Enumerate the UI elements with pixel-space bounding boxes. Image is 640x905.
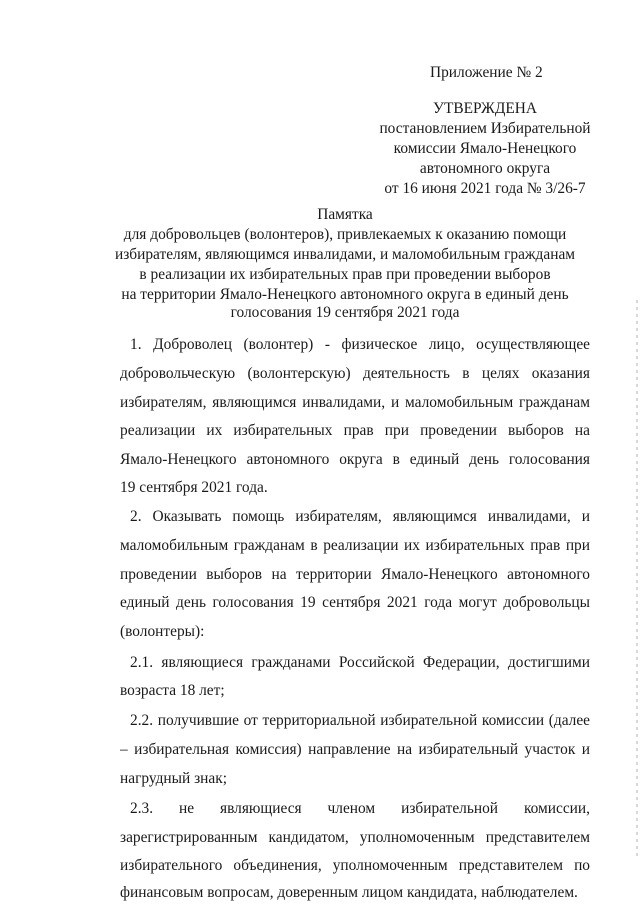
memo-subtitle-line-5: голосования 19 сентября 2021 года	[230, 304, 460, 321]
memo-subtitle-line-4: на территории Ямало-Ненецкого автономного округа в единый день	[121, 286, 569, 303]
item-2-1-line-1: 2.1. являющиеся гражданами Российской Федерации, достигшими	[130, 654, 590, 671]
memo-subtitle-line-1: для добровольцев (волонтеров), привлекаемых к оказанию помощи	[123, 226, 567, 243]
approved-line-3: автономного округа	[419, 160, 551, 177]
approved-line-1: постановлением Избирательной	[379, 120, 591, 137]
paragraph-1-line-2: добровольческую (волонтерскую) деятельность в целях оказания	[120, 365, 590, 382]
approved-line-2: комиссии Ямало-Ненецкого	[393, 140, 577, 157]
paragraph-2-line-1: 2. Оказывать помощь избирателям, являющимся инвалидами, и	[130, 508, 590, 525]
paragraph-1-line-4: реализации их избирательных прав при проведении выборов на	[120, 422, 590, 439]
memo-title: Памятка	[317, 206, 373, 223]
item-2-2-line-2: – избирательная комиссия) направление на избирательный участок и	[120, 741, 590, 758]
item-2-2-line-3: нагрудный знак;	[120, 770, 227, 787]
paragraph-1-line-5: Ямало-Ненецкого автономного округа в единый день голосования	[120, 451, 590, 468]
item-2-1-line-2: возраста 18 лет;	[120, 682, 225, 699]
memo-subtitle-line-3: в реализации их избирательных прав при проведении выборов	[139, 266, 551, 283]
scan-edge-mark	[636, 300, 638, 860]
item-2-3-line-4: финансовым вопросам, доверенным лицом кандидата, наблюдателем.	[120, 884, 578, 901]
paragraph-2-line-3: проведении выборов на территории Ямало-Ненецкого автономного	[120, 566, 590, 583]
item-2-3-line-3: избирательного объединения, уполномоченным представителем по	[120, 857, 590, 874]
approved-heading: УТВЕРЖДЕНА	[433, 100, 537, 117]
paragraph-2-line-4: единый день голосования 19 сентября 2021 года могут добровольцы	[120, 594, 590, 611]
paragraph-2-line-5: (волонтеры):	[120, 623, 205, 640]
appendix-label: Приложение № 2	[430, 64, 543, 81]
paragraph-1-line-1: 1. Доброволец (волонтер) - физическое лицо, осуществляющее	[130, 336, 590, 353]
item-2-2-line-1: 2.2. получившие от территориальной избирательной комиссии (далее	[130, 712, 590, 729]
item-2-3-line-1: 2.3. не являющиеся членом избирательной комиссии,	[130, 800, 590, 817]
approved-line-4: от 16 июня 2021 года № 3/26-7	[384, 180, 586, 197]
paragraph-1-line-6: 19 сентября 2021 года.	[120, 479, 268, 496]
item-2-3-line-2: зарегистрированным кандидатом, уполномоченным представителем	[120, 829, 590, 846]
paragraph-1-line-3: избирателям, являющимся инвалидами, и маломобильным гражданам	[120, 394, 590, 411]
memo-subtitle-line-2: избирателям, являющимся инвалидами, и маломобильным гражданам	[114, 246, 576, 263]
paragraph-2-line-2: маломобильным гражданам в реализации их избирательных прав при	[120, 537, 590, 554]
